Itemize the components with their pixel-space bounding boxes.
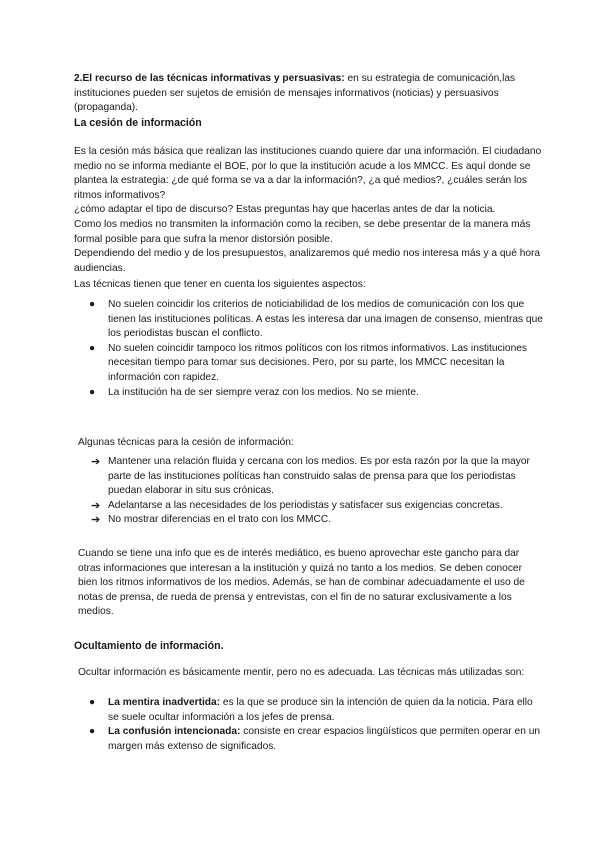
paragraph: ¿cómo adaptar el tipo de discurso? Estas preguntas hay que hacerlas antes de dar la noticia.: [74, 204, 496, 216]
arrow-right-icon: ➔: [91, 456, 101, 468]
techniques-intro: Algunas técnicas para la cesión de información:: [78, 437, 294, 448]
concealment-list: [74, 696, 544, 754]
section1-heading: La cesión de información: [74, 117, 202, 129]
paragraph: Como los medios no transmiten la información como la reciben, se debe presentar de la manera más formal posible para que sufra la menor distorsión posible.: [74, 218, 531, 245]
list-item: ● No suelen coincidir tampoco los ritmos políticos con los ritmos informativos. Las instituciones necesitan tiempo para tomar sus decisiones. Pero, por su parte, los MMCC necesitan la información con rapidez.: [89, 342, 527, 383]
intro-text: en su estrategia de comunicación,las instituciones pueden ser sujetos de emisión de mensajes informativos (noticias) y persuasivos (propaganda).: [74, 73, 516, 114]
list-item: ● No suelen coincidir los criterios de noticiabilidad de los medios de comunicación con los que tienen las instituciones políticas. A estas les interesa dar una imagen de consenso, mientras que los periodistas buscan el conflicto.: [89, 299, 543, 340]
arrow-right-icon: ➔: [91, 499, 101, 512]
intro-paragraph: [74, 72, 544, 116]
bullet-icon: ●: [89, 726, 96, 738]
techniques-list: [74, 455, 544, 528]
intro-title: 2.El recurso de las técnicas informativas y persuasivas:: [74, 73, 345, 84]
closing-paragraph: Cuando se tiene una info que es de interés mediático, es bueno aprovechar este gancho para dar otras informaciones que interesan a la institución y quizá no tanto a los medios. Se deben conocer bien los ritmos informativos de los medios. Además, se han de combinar adecuadamente el uso de notas de prensa, de rueda de prensa y entrevistas, con el fin de no saturar exclusivamente a los medios.: [78, 548, 525, 618]
aspects-list: [74, 298, 544, 400]
arrow-right-icon: ➔: [91, 514, 101, 527]
item-term: La mentira inadvertida:: [108, 697, 221, 708]
item-term: La confusión intencionada:: [108, 726, 241, 738]
section2-heading: Ocultamiento de información.: [74, 640, 224, 652]
section2-intro: Ocultar información es básicamente mentir, pero no es adecuada. Las técnicas más utilizadas son:: [78, 667, 525, 678]
list-item: ● La confusión intencionada: consiste en crear espacios lingüísticos que permiten operar en un margen más extenso de significados.: [89, 726, 541, 752]
bullet-icon: ●: [89, 342, 96, 354]
list-item: ● La institución ha de ser siempre veraz con los medios. No se miente.: [74, 386, 544, 401]
bullet-icon: ●: [89, 697, 96, 708]
list-item: ➔ No mostrar diferencias en el trato con los MMCC.: [91, 514, 332, 527]
list-item: ➔ Adelantarse a las necesidades de los periodistas y satisfacer sus exigencias concretas.: [91, 499, 503, 512]
section1-body: [74, 145, 544, 276]
list-item: ● La mentira inadvertida: es la que se produce sin la intención de quien da la noticia. Para ello se suele ocultar información a los jefes de prensa.: [89, 697, 533, 723]
bullet-icon: ●: [89, 299, 96, 310]
paragraph: Dependiendo del medio y de los presupuestos, analizaremos qué medio nos interesa más y a qué hora audiencias.: [74, 248, 541, 274]
aspects-intro: Las técnicas tienen que tener en cuenta los siguientes aspectos:: [74, 279, 366, 290]
paragraph: Es la cesión más básica que realizan las instituciones cuando quiere dar una información. El ciudadano medio no se informa mediante el BOE, por lo que la institución acude a los MMCC. Es aquí donde se plantea la estrategia: ¿de qué forma se va a dar la información?, ¿a qué medios?, ¿cuáles serán los ritmos informativos?: [74, 146, 542, 201]
list-item: ➔ Mantener una relación fluida y cercana con los medios. Es por esta razón por la que la mayor parte de las instituciones políticas han construido salas de prensa para que los periodistas puedan elaborar in situ sus crónicas.: [91, 456, 530, 497]
bullet-icon: ●: [89, 386, 96, 398]
